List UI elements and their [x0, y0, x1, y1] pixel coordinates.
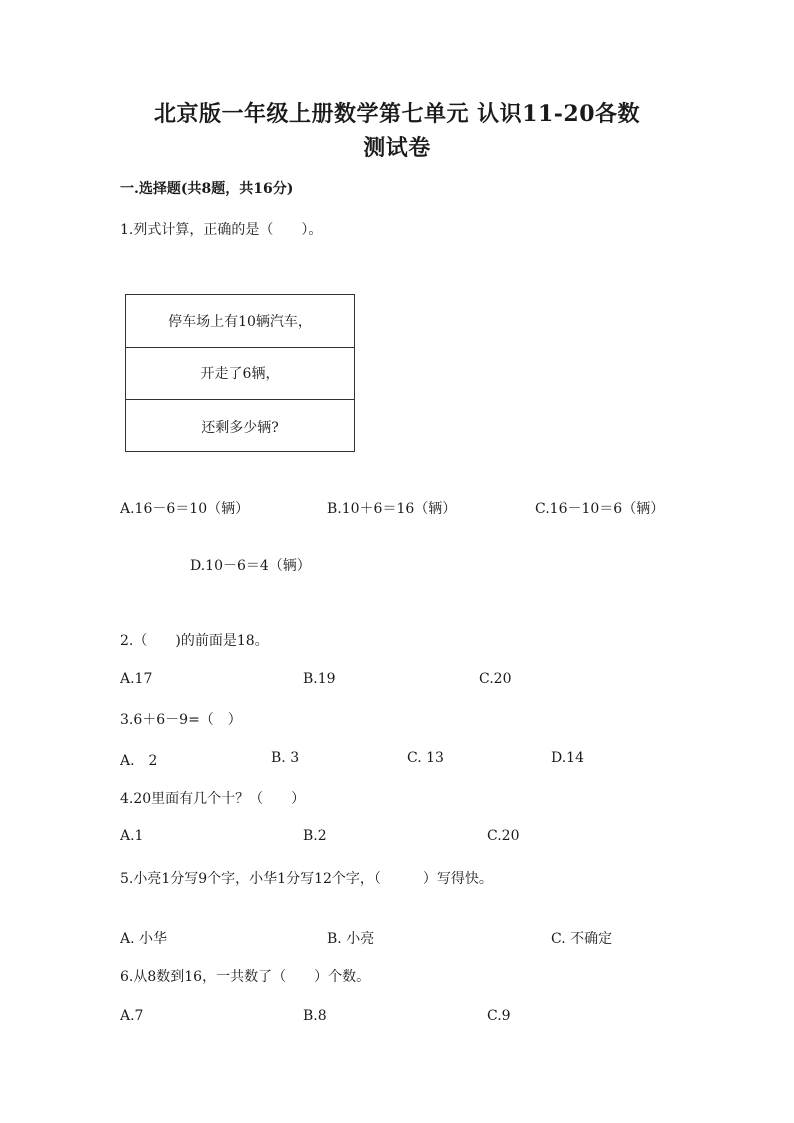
question-5-option-b[interactable]: B. 小亮: [327, 931, 375, 947]
question-4-option-a[interactable]: A.1: [120, 828, 144, 844]
info-box-row-1: 停车场上有10辆汽车，: [126, 295, 354, 348]
info-box-row-2: 开走了6辆，: [126, 348, 354, 401]
question-1-option-b[interactable]: B.10＋6＝16（辆）: [327, 501, 457, 517]
question-2-option-b[interactable]: B.19: [303, 671, 336, 687]
question-2-stem: 2.（ )的前面是18。: [120, 633, 269, 649]
question-5-option-c[interactable]: C. 不确定: [551, 931, 613, 947]
question-3-stem: 3.6＋6－9=（ ）: [120, 712, 242, 728]
question-4-option-c[interactable]: C.20: [487, 828, 520, 844]
question-1-option-a[interactable]: A.16－6＝10（辆）: [120, 501, 250, 517]
question-6-stem: 6.从8数到16，一共数了（ ）个数。: [120, 969, 371, 985]
info-box-row-3: 还剩多少辆?: [201, 419, 279, 436]
section-header: 一.选择题(共8题，共16分): [120, 181, 294, 197]
question-6-option-b[interactable]: B.8: [303, 1008, 327, 1024]
question-6-option-c[interactable]: C.9: [487, 1008, 511, 1024]
question-4-option-b[interactable]: B.2: [303, 828, 327, 844]
question-3-option-d[interactable]: D.14: [551, 750, 584, 766]
question-1-stem: 1.列式计算，正确的是（ ）。: [120, 222, 323, 238]
question-2-option-c[interactable]: C.20: [479, 671, 512, 687]
question-1-option-c[interactable]: C.16－10＝6（辆）: [535, 501, 665, 517]
question-1-info-box: [125, 294, 355, 452]
question-4-stem: 4.20里面有几个十？（ ）: [120, 791, 306, 807]
question-3-option-a[interactable]: A. 2: [120, 753, 158, 769]
question-3-option-c[interactable]: C. 13: [407, 750, 444, 766]
question-2-option-a[interactable]: A.17: [120, 671, 153, 687]
question-5-stem: 5.小亮1分写9个字，小华1分写12个字，（ ）写得快。: [120, 871, 493, 887]
page-title-line2: 测试卷: [363, 135, 431, 161]
question-1-option-d[interactable]: D.10－6＝4（辆）: [190, 558, 311, 574]
question-6-option-a[interactable]: A.7: [120, 1008, 144, 1024]
page-title: 北京版一年级上册数学第七单元 认识11-20各数: [153, 101, 641, 127]
question-5-option-a[interactable]: A. 小华: [120, 931, 168, 947]
question-3-option-b[interactable]: B. 3: [271, 750, 300, 766]
